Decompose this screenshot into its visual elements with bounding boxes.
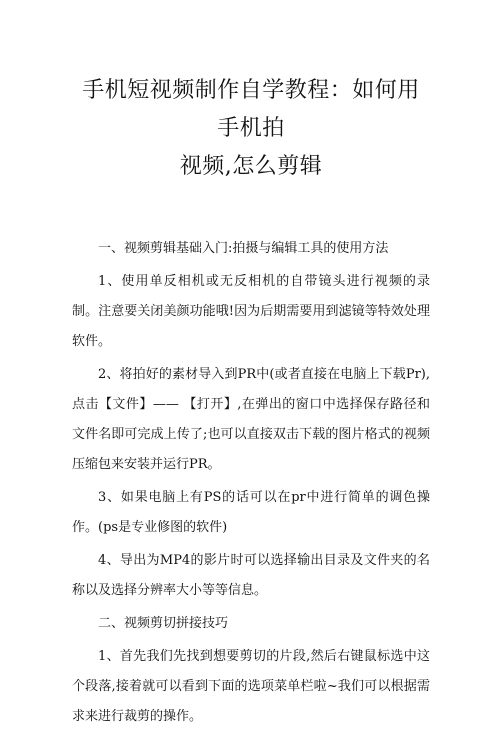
document-title-line-2: 视频,怎么剪辑 xyxy=(179,154,323,179)
document-title xyxy=(72,72,430,186)
paragraph-step-1: 1、使用单反相机或无反相机的自带镜头进行视频的录制。注意要关闭美颜功能哦!因为后期需要用到滤镜等特效处理软件。 xyxy=(72,274,430,349)
paragraph-cut-step-1: 1、首先我们先找到想要剪切的片段,然后右键鼠标选中这个段落,接着就可以看到下面的选项菜单栏啦~我们可以根据需求来进行裁剪的操作。 xyxy=(72,649,430,724)
paragraph-step-4: 4、导出为MP4的影片时可以选择输出目录及文件夹的名称以及选择分辨率大小等等信息。 xyxy=(72,553,430,598)
document-body xyxy=(72,234,430,732)
paragraph-step-3: 3、如果电脑上有PS的话可以在pr中进行简单的调色操作。(ps是专业修图的软件) xyxy=(72,490,430,535)
section-heading-basics: 一、视频剪辑基础入门:拍摄与编辑工具的使用方法 xyxy=(98,241,389,256)
document-title-line-1: 手机短视频制作自学教程：如何用手机拍 xyxy=(82,78,420,141)
section-heading-cutting: 二、视频剪切拼接技巧 xyxy=(98,616,229,631)
paragraph-step-2: 2、将拍好的素材导入到PR中(或者直接在电脑上下载Pr),点击【文件】—— 【打开】,在弹出的窗口中选择保存路径和文件名即可完成上传了;也可以直接双击下载的图片格式的视频压缩包来安装并运行PR。 xyxy=(72,367,430,472)
